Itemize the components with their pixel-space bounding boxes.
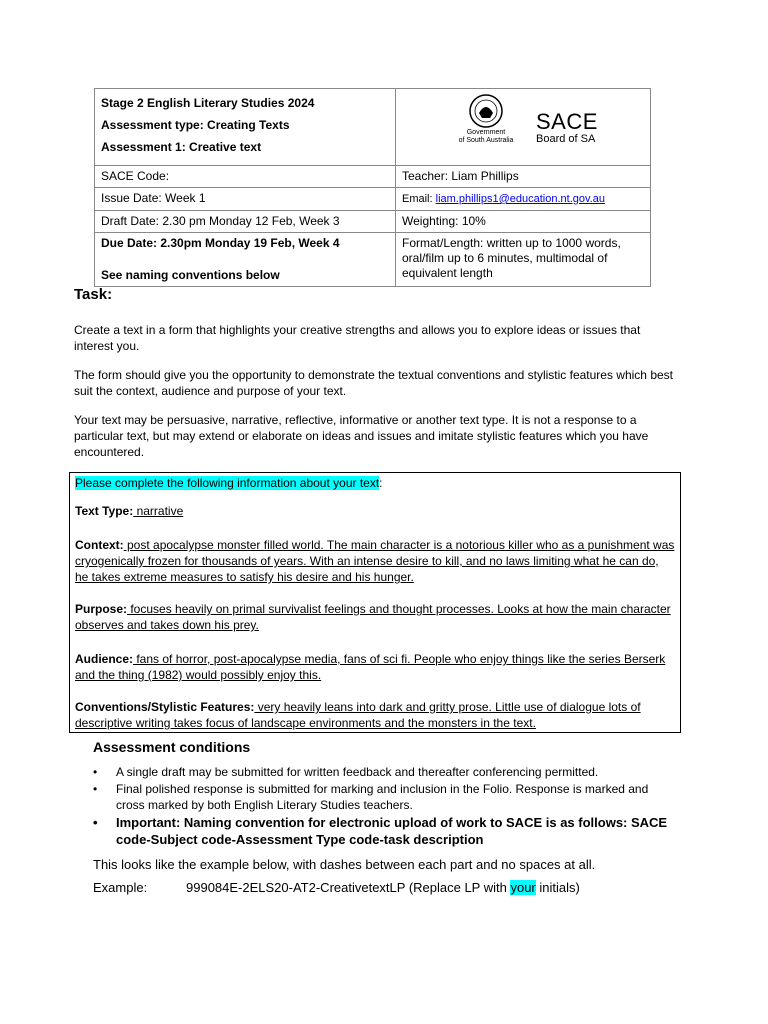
purpose-label: Purpose: [75, 602, 128, 616]
audience-field[interactable] [75, 651, 675, 683]
info-prompt-colon: : [379, 476, 383, 490]
condition-text: Important: Naming convention for electronic upload of work to SACE is as follows: SACE code-Subject code-Assessment Type code-task description [116, 815, 668, 847]
course-title: Stage 2 English Literary Studies 2024 [101, 96, 315, 110]
text-type-value[interactable]: narrative [133, 504, 184, 518]
bullet-glyph: • [93, 815, 98, 830]
info-prompt-text: Please complete the following information about your text [75, 476, 380, 490]
conventions-field[interactable] [75, 699, 675, 731]
logo-cell [396, 89, 651, 166]
conventions-label: Conventions/Stylistic Features: [75, 700, 255, 714]
example-code-after: initials) [535, 880, 580, 895]
condition-text: A single draft may be submitted for written feedback and thereafter conferencing permitted. [116, 765, 599, 779]
assessment-type: Assessment type: Creating Texts [101, 118, 290, 132]
example-label: Example: [93, 880, 148, 895]
purpose-value[interactable]: focuses heavily on primal survivalist feelings and thought processes. Looks at how the main character observes and takes down his prey. [75, 602, 671, 632]
sace-code-cell: SACE Code: [95, 166, 396, 188]
audience-label: Audience: [75, 652, 134, 666]
example-code-before: 999084E-2ELS20-AT2-CreativetextLP (Replace LP with [186, 880, 511, 895]
task-paragraph-1: Create a text in a form that highlights your creative strengths and allows you to explore ideas or issues that interest you. [74, 323, 641, 353]
assessment-name: Assessment 1: Creative text [101, 140, 262, 154]
purpose-field[interactable] [75, 601, 675, 633]
assessment-header-table [94, 88, 651, 287]
context-value[interactable]: post apocalypse monster filled world. The main character is a notorious killer who as a punishment was cryogenically frozen for thousands of years. With an intense desire to kill, and no laws limiting what he can do, he takes extreme measures to satisfy his desire and his hunger. [75, 538, 675, 584]
email-link[interactable]: liam.phillips1@education.nt.gov.au [435, 193, 605, 205]
context-label: Context: [75, 538, 124, 552]
conventions-value[interactable]: very heavily leans into dark and gritty prose. Little use of dialogue lots of descriptive writing takes focus of landscape environments and the monsters in the text. [75, 700, 641, 730]
gov-logo-line2: of South Australia [458, 137, 514, 144]
conditions-list [93, 764, 673, 849]
task-heading: Task: [74, 286, 113, 303]
list-item [93, 781, 673, 813]
task-paragraph-3: Your text may be persuasive, narrative, reflective, informative or another text type. It is not a response to a particular text, but may extend or elaborate on ideas and issues and imitate stylistic features which you have encountered. [74, 413, 649, 459]
condition-text: Final polished response is submitted for marking and inclusion in the Folio. Response is marked and cross marked by both English Literary Studies teachers. [116, 782, 649, 812]
bullet-glyph: • [93, 765, 98, 779]
due-date: Due Date: 2.30pm Monday 19 Feb, Week 4 [101, 236, 340, 250]
example-code [186, 879, 580, 896]
title-cell [95, 89, 396, 166]
list-item [93, 764, 673, 780]
sace-logo-main: SACE [536, 109, 598, 134]
sace-logo-sub: Board of SA [536, 133, 596, 145]
assessment-conditions-heading: Assessment conditions [93, 739, 251, 755]
audience-value[interactable]: fans of horror, post-apocalypse media, fans of sci fi. People who enjoy things like the series Berserk and the thing (1982) would possibly enjoy this. [75, 652, 666, 682]
sa-government-logo [446, 93, 526, 151]
text-type-label: Text Type: [75, 504, 134, 518]
example-code-highlight: your [510, 880, 536, 895]
teacher-cell: Teacher: Liam Phillips [396, 166, 651, 188]
email-label: Email: [402, 193, 436, 205]
context-field[interactable] [75, 537, 675, 585]
sace-board-logo [536, 111, 598, 145]
text-type-field[interactable] [75, 503, 675, 519]
weighting-cell: Weighting: 10% [396, 211, 651, 233]
gov-logo-line1: Government [466, 129, 506, 136]
text-information-box [69, 472, 681, 733]
draft-date-cell: Draft Date: 2.30 pm Monday 12 Feb, Week 3 [95, 211, 396, 233]
email-cell [396, 188, 651, 211]
bullet-glyph: • [93, 782, 98, 796]
example-intro: This looks like the example below, with dashes between each part and no spaces at all. [93, 857, 596, 872]
issue-date-cell: Issue Date: Week 1 [95, 188, 396, 211]
list-item [93, 814, 673, 848]
info-prompt [75, 475, 675, 491]
task-paragraph-2: The form should give you the opportunity to demonstrate the textual conventions and stylistic features which best suit the context, audience and purpose of your text. [74, 368, 673, 398]
sa-government-crest-icon [466, 93, 506, 129]
due-date-cell [95, 233, 396, 287]
naming-note: See naming conventions below [101, 268, 280, 282]
format-length-cell: Format/Length: written up to 1000 words, oral/film up to 6 minutes, multimodal of equivalent length [396, 233, 651, 287]
